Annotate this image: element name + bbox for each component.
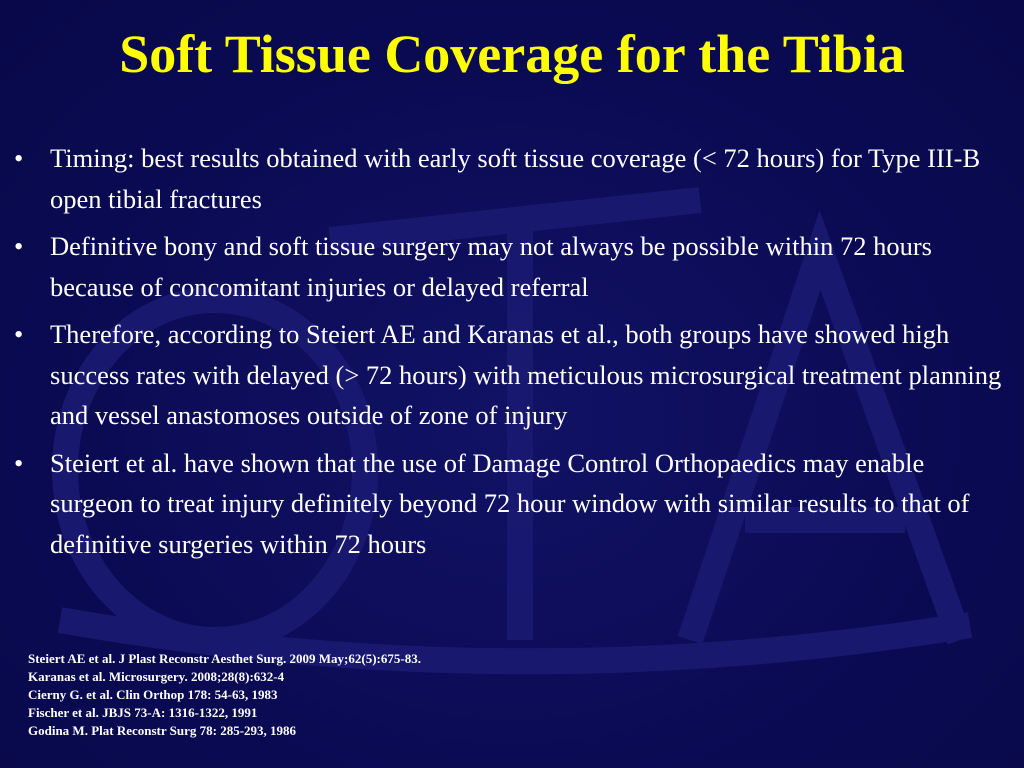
- bullet-marker: •: [14, 447, 24, 478]
- bullet-marker: •: [14, 231, 24, 261]
- bullet-marker: •: [14, 319, 24, 349]
- bullet-item: [14, 314, 1014, 436]
- references: [28, 650, 928, 740]
- bullet-text: Steiert et al. have shown that the use of Damage Control Orthopaedics may enable surgeon to treat injury definitely beyond 72 hour window with similar results to that of definitive surgeries within 72 hours: [50, 447, 970, 559]
- reference-line: Godina M. Plat Reconstr Surg 78: 285-293, 1986: [28, 723, 297, 738]
- reference-line: Steiert AE et al. J Plast Reconstr Aesthet Surg. 2009 May;62(5):675-83.: [28, 651, 421, 666]
- bullet-item: [14, 226, 1014, 307]
- reference-line: Karanas et al. Microsurgery. 2008;28(8):632-4: [28, 669, 285, 684]
- bullet-text: Timing: best results obtained with early soft tissue coverage (< 72 hours) for Type III-B open tibial fractures: [50, 143, 981, 214]
- bullet-text: Therefore, according to Steiert AE and Karanas et al., both groups have showed high success rates with delayed (> 72 hours) with meticulous microsurgical treatment planning and vessel anastomoses outside of zone of injury: [50, 319, 1002, 430]
- bullet-marker: •: [14, 143, 24, 173]
- reference-line: Cierny G. et al. Clin Orthop 178: 54-63, 1983: [28, 687, 278, 702]
- bullet-text: Definitive bony and soft tissue surgery may not always be possible within 72 hours because of concomitant injuries or delayed referral: [50, 231, 932, 302]
- slide-title: Soft Tissue Coverage for the Tibia: [119, 24, 905, 84]
- reference-line: Fischer et al. JBJS 73-A: 1316-1322, 1991: [28, 705, 258, 720]
- bullet-item: [14, 138, 1014, 219]
- bullet-item: [14, 443, 1014, 565]
- bullet-list: [14, 138, 1014, 571]
